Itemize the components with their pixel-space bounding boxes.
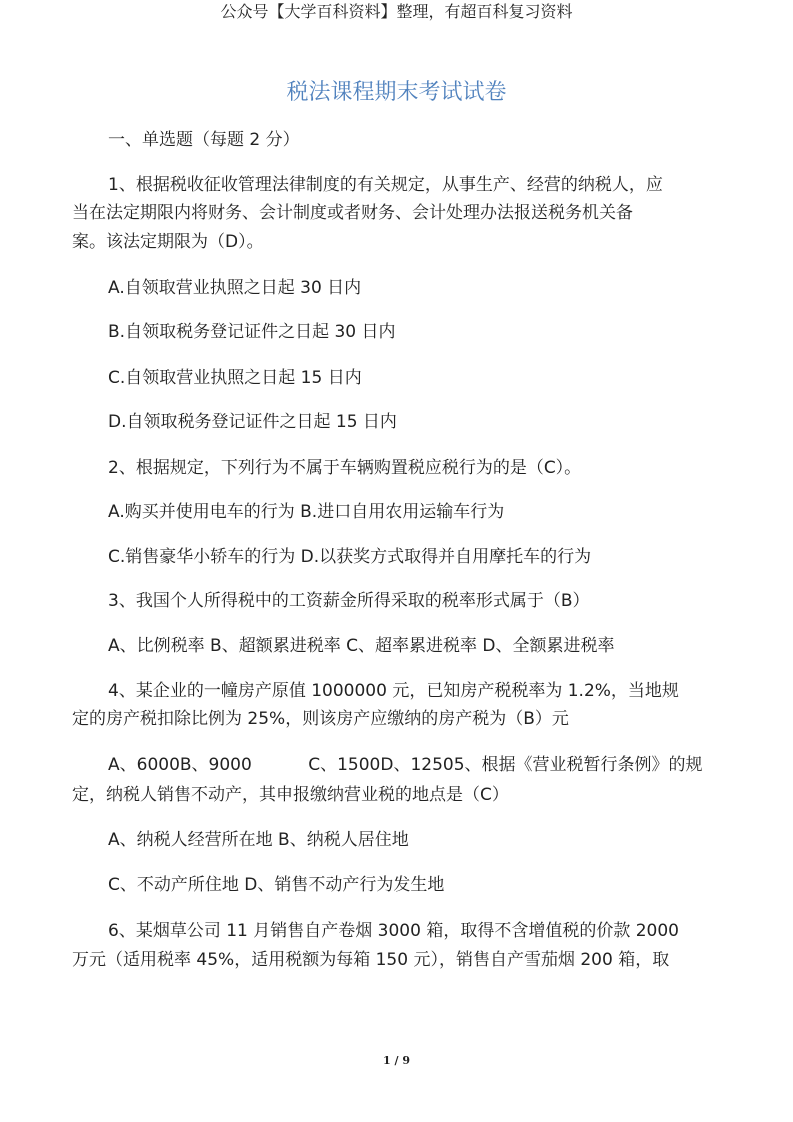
option-line: C.销售豪华小轿车的行为 D.以获奖方式取得并自用摩托车的行为 — [108, 547, 592, 567]
page-number: 1 / 9 — [383, 1054, 410, 1067]
question-5-line: 定，纳税人销售不动产，其申报缴纳营业税的地点是（C） — [72, 785, 509, 805]
option-line: B.自领取税务登记证件之日起 30 日内 — [108, 322, 396, 342]
question-4-line: 4、某企业的一幢房产原值 1000000 元，已知房产税税率为 1.2%，当地规 — [108, 681, 679, 701]
option-line: A、纳税人经营所在地 B、纳税人居住地 — [108, 830, 409, 850]
option-line: A.购买并使用电车的行为 B.进口自用农用运输车行为 — [108, 502, 505, 522]
option-line: C.自领取营业执照之日起 15 日内 — [108, 368, 362, 388]
question-1-line: 当在法定期限内将财务、会计制度或者财务、会计处理办法报送税务机关备 — [72, 203, 633, 223]
question-6-line: 6、某烟草公司 11 月销售自产卷烟 3000 箱，取得不含增值税的价款 2000 — [108, 921, 679, 941]
option-line: D.自领取税务登记证件之日起 15 日内 — [108, 412, 397, 432]
question-6-line: 万元（适用税率 45%，适用税额为每箱 150 元），销售自产雪茄烟 200 箱，取 — [72, 950, 670, 970]
page-header: 公众号【大学百科资料】整理，有超百科复习资料 — [220, 2, 573, 21]
document-title: 税法课程期末考试试卷 — [286, 80, 507, 105]
option-line: A、比例税率 B、超额累进税率 C、超率累进税率 D、全额累进税率 — [108, 636, 615, 656]
option-line: C、不动产所住地 D、销售不动产行为发生地 — [108, 875, 445, 895]
section-heading: 一、单选题（每题 2 分） — [108, 130, 300, 150]
question-1-line: 案。该法定期限为（D）。 — [72, 232, 264, 252]
question-4-line: 定的房产税扣除比例为 25%，则该房产应缴纳的房产税为（B）元 — [72, 709, 569, 729]
option-line: A、6000B、9000 C、1500D、12505、根据《营业税暂行条例》的规 — [108, 755, 703, 775]
option-line: A.自领取营业执照之日起 30 日内 — [108, 278, 362, 298]
question-3-line: 3、我国个人所得税中的工资薪金所得采取的税率形式属于（B） — [108, 591, 590, 611]
question-1-line: 1、根据税收征收管理法律制度的有关规定，从事生产、经营的纳税人，应 — [108, 175, 663, 195]
question-2-line: 2、根据规定，下列行为不属于车辆购置税应税行为的是（C）。 — [108, 458, 582, 478]
